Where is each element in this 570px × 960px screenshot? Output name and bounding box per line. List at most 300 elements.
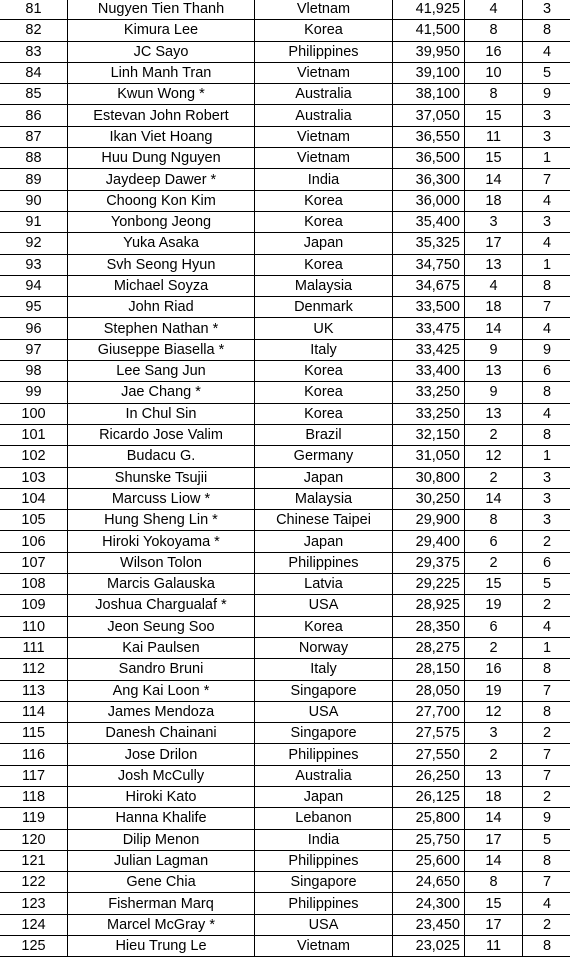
col6-cell[interactable]: 3 xyxy=(523,126,570,147)
points-cell[interactable]: 31,050 xyxy=(393,446,465,467)
col5-cell[interactable]: 14 xyxy=(465,488,523,509)
player-name-cell[interactable]: Kimura Lee xyxy=(68,20,255,41)
country-cell[interactable]: USA xyxy=(255,595,393,616)
points-cell[interactable]: 39,950 xyxy=(393,41,465,62)
country-cell[interactable]: Latvia xyxy=(255,574,393,595)
col5-cell[interactable]: 14 xyxy=(465,169,523,190)
col6-cell[interactable]: 1 xyxy=(523,446,570,467)
col5-cell[interactable]: 19 xyxy=(465,680,523,701)
col6-cell[interactable]: 2 xyxy=(523,914,570,935)
table-row xyxy=(0,275,570,296)
col5-cell[interactable]: 8 xyxy=(465,510,523,531)
country-cell[interactable]: Japan xyxy=(255,467,393,488)
col5-cell[interactable]: 11 xyxy=(465,936,523,957)
col6-cell[interactable]: 4 xyxy=(523,616,570,637)
col6-cell[interactable]: 2 xyxy=(523,531,570,552)
rank-cell[interactable]: 117 xyxy=(0,765,68,786)
player-name-cell[interactable]: Yonbong Jeong xyxy=(68,211,255,232)
player-name-cell[interactable]: Kai Paulsen xyxy=(68,637,255,658)
table-row xyxy=(0,488,570,509)
player-name-cell[interactable]: Hieu Trung Le xyxy=(68,936,255,957)
player-name-cell[interactable]: Jeon Seung Soo xyxy=(68,616,255,637)
points-cell[interactable]: 39,100 xyxy=(393,62,465,83)
col5-cell[interactable]: 8 xyxy=(465,20,523,41)
col5-cell[interactable]: 12 xyxy=(465,446,523,467)
col6-cell[interactable]: 8 xyxy=(523,659,570,680)
country-cell[interactable]: Philippines xyxy=(255,893,393,914)
rank-cell[interactable]: 84 xyxy=(0,62,68,83)
table-row xyxy=(0,424,570,445)
points-cell[interactable]: 28,275 xyxy=(393,637,465,658)
country-cell[interactable]: Korea xyxy=(255,254,393,275)
rank-cell[interactable]: 94 xyxy=(0,275,68,296)
player-name-cell[interactable]: Estevan John Robert xyxy=(68,105,255,126)
col5-cell[interactable]: 13 xyxy=(465,403,523,424)
country-cell[interactable]: Korea xyxy=(255,190,393,211)
col5-cell[interactable]: 15 xyxy=(465,148,523,169)
table-row xyxy=(0,872,570,893)
rank-cell[interactable]: 116 xyxy=(0,744,68,765)
table-row xyxy=(0,190,570,211)
rank-cell[interactable]: 119 xyxy=(0,808,68,829)
col6-cell[interactable]: 1 xyxy=(523,637,570,658)
rank-cell[interactable]: 107 xyxy=(0,552,68,573)
col6-cell[interactable]: 4 xyxy=(523,403,570,424)
country-cell[interactable]: Philippines xyxy=(255,850,393,871)
player-name-cell[interactable]: Joshua Chargualaf * xyxy=(68,595,255,616)
player-name-cell[interactable]: Sandro Bruni xyxy=(68,659,255,680)
col5-cell[interactable]: 4 xyxy=(465,275,523,296)
country-cell[interactable]: Japan xyxy=(255,786,393,807)
col5-cell[interactable]: 13 xyxy=(465,765,523,786)
col5-cell[interactable]: 17 xyxy=(465,914,523,935)
table-row xyxy=(0,446,570,467)
points-cell[interactable]: 33,425 xyxy=(393,339,465,360)
player-name-cell[interactable]: Svh Seong Hyun xyxy=(68,254,255,275)
col5-cell[interactable]: 18 xyxy=(465,786,523,807)
rank-cell[interactable]: 87 xyxy=(0,126,68,147)
rank-cell[interactable]: 120 xyxy=(0,829,68,850)
rank-cell[interactable]: 81 xyxy=(0,0,68,20)
points-cell[interactable]: 24,650 xyxy=(393,872,465,893)
col5-cell[interactable]: 9 xyxy=(465,339,523,360)
table-row xyxy=(0,595,570,616)
col5-cell[interactable]: 10 xyxy=(465,62,523,83)
country-cell[interactable]: Australia xyxy=(255,765,393,786)
country-cell[interactable]: Vletnam xyxy=(255,0,393,20)
country-cell[interactable]: Korea xyxy=(255,382,393,403)
country-cell[interactable]: Philippines xyxy=(255,41,393,62)
table-row xyxy=(0,680,570,701)
player-name-cell[interactable]: Michael Soyza xyxy=(68,275,255,296)
points-cell[interactable]: 23,025 xyxy=(393,936,465,957)
rank-cell[interactable]: 90 xyxy=(0,190,68,211)
col5-cell[interactable]: 8 xyxy=(465,872,523,893)
country-cell[interactable]: Korea xyxy=(255,211,393,232)
rank-cell[interactable]: 102 xyxy=(0,446,68,467)
col5-cell[interactable]: 15 xyxy=(465,893,523,914)
table-row xyxy=(0,936,570,957)
points-cell[interactable]: 26,250 xyxy=(393,765,465,786)
player-name-cell[interactable]: Yuka Asaka xyxy=(68,233,255,254)
player-name-cell[interactable]: Lee Sang Jun xyxy=(68,361,255,382)
points-cell[interactable]: 27,550 xyxy=(393,744,465,765)
country-cell[interactable]: Vietnam xyxy=(255,62,393,83)
rank-cell[interactable]: 106 xyxy=(0,531,68,552)
table-row xyxy=(0,531,570,552)
table-row xyxy=(0,786,570,807)
col5-cell[interactable]: 15 xyxy=(465,574,523,595)
col5-cell[interactable]: 13 xyxy=(465,361,523,382)
country-cell[interactable]: India xyxy=(255,829,393,850)
col6-cell[interactable]: 8 xyxy=(523,382,570,403)
country-cell[interactable]: Australia xyxy=(255,105,393,126)
country-cell[interactable]: UK xyxy=(255,318,393,339)
table-row xyxy=(0,616,570,637)
points-cell[interactable]: 29,375 xyxy=(393,552,465,573)
points-cell[interactable]: 25,600 xyxy=(393,850,465,871)
country-cell[interactable]: Vietnam xyxy=(255,126,393,147)
col6-cell[interactable]: 7 xyxy=(523,744,570,765)
rank-cell[interactable]: 108 xyxy=(0,574,68,595)
col6-cell[interactable]: 8 xyxy=(523,275,570,296)
col6-cell[interactable]: 2 xyxy=(523,786,570,807)
points-cell[interactable]: 35,400 xyxy=(393,211,465,232)
player-name-cell[interactable]: Dilip Menon xyxy=(68,829,255,850)
col5-cell[interactable]: 9 xyxy=(465,382,523,403)
col6-cell[interactable]: 2 xyxy=(523,723,570,744)
col6-cell[interactable]: 8 xyxy=(523,20,570,41)
points-cell[interactable]: 36,000 xyxy=(393,190,465,211)
table-row xyxy=(0,510,570,531)
player-name-cell[interactable]: Huu Dung Nguyen xyxy=(68,148,255,169)
rank-cell[interactable]: 111 xyxy=(0,637,68,658)
col5-cell[interactable]: 6 xyxy=(465,616,523,637)
col6-cell[interactable]: 4 xyxy=(523,190,570,211)
col6-cell[interactable]: 4 xyxy=(523,893,570,914)
points-cell[interactable]: 30,250 xyxy=(393,488,465,509)
points-cell[interactable]: 33,475 xyxy=(393,318,465,339)
table-row xyxy=(0,467,570,488)
table-row xyxy=(0,233,570,254)
col6-cell[interactable]: 1 xyxy=(523,148,570,169)
col5-cell[interactable]: 14 xyxy=(465,808,523,829)
rank-cell[interactable]: 89 xyxy=(0,169,68,190)
col6-cell[interactable]: 4 xyxy=(523,41,570,62)
player-name-cell[interactable]: JC Sayo xyxy=(68,41,255,62)
col5-cell[interactable]: 15 xyxy=(465,105,523,126)
table-row xyxy=(0,659,570,680)
country-cell[interactable]: Italy xyxy=(255,339,393,360)
col5-cell[interactable]: 8 xyxy=(465,84,523,105)
country-cell[interactable]: Chinese Taipei xyxy=(255,510,393,531)
rank-cell[interactable]: 104 xyxy=(0,488,68,509)
points-cell[interactable]: 28,925 xyxy=(393,595,465,616)
rank-cell[interactable]: 88 xyxy=(0,148,68,169)
player-name-cell[interactable]: Kwun Wong * xyxy=(68,84,255,105)
points-cell[interactable]: 25,800 xyxy=(393,808,465,829)
points-cell[interactable]: 36,300 xyxy=(393,169,465,190)
rank-cell[interactable]: 114 xyxy=(0,701,68,722)
points-cell[interactable]: 33,250 xyxy=(393,403,465,424)
rank-cell[interactable]: 92 xyxy=(0,233,68,254)
points-cell[interactable]: 38,100 xyxy=(393,84,465,105)
col6-cell[interactable]: 6 xyxy=(523,361,570,382)
rank-cell[interactable]: 82 xyxy=(0,20,68,41)
points-cell[interactable]: 36,500 xyxy=(393,148,465,169)
rank-cell[interactable]: 122 xyxy=(0,872,68,893)
col5-cell[interactable]: 16 xyxy=(465,41,523,62)
col6-cell[interactable]: 7 xyxy=(523,297,570,318)
country-cell[interactable]: USA xyxy=(255,914,393,935)
col6-cell[interactable]: 7 xyxy=(523,680,570,701)
player-name-cell[interactable]: Nugyen Tien Thanh xyxy=(68,0,255,20)
col6-cell[interactable]: 8 xyxy=(523,701,570,722)
table-row xyxy=(0,403,570,424)
col5-cell[interactable]: 3 xyxy=(465,723,523,744)
country-cell[interactable]: Denmark xyxy=(255,297,393,318)
country-cell[interactable]: Vietnam xyxy=(255,148,393,169)
table-row xyxy=(0,574,570,595)
col5-cell[interactable]: 18 xyxy=(465,297,523,318)
player-name-cell[interactable]: In Chul Sin xyxy=(68,403,255,424)
col5-cell[interactable]: 17 xyxy=(465,233,523,254)
player-name-cell[interactable]: Giuseppe Biasella * xyxy=(68,339,255,360)
player-name-cell[interactable]: Wilson Tolon xyxy=(68,552,255,573)
points-cell[interactable]: 28,350 xyxy=(393,616,465,637)
rank-cell[interactable]: 103 xyxy=(0,467,68,488)
rank-cell[interactable]: 109 xyxy=(0,595,68,616)
rank-cell[interactable]: 95 xyxy=(0,297,68,318)
player-name-cell[interactable]: Marcuss Liow * xyxy=(68,488,255,509)
table-row xyxy=(0,126,570,147)
col5-cell[interactable]: 2 xyxy=(465,744,523,765)
col5-cell[interactable]: 6 xyxy=(465,531,523,552)
rank-cell[interactable]: 91 xyxy=(0,211,68,232)
points-cell[interactable]: 30,800 xyxy=(393,467,465,488)
country-cell[interactable]: Korea xyxy=(255,361,393,382)
country-cell[interactable]: Brazil xyxy=(255,424,393,445)
country-cell[interactable]: Korea xyxy=(255,616,393,637)
col6-cell[interactable]: 3 xyxy=(523,0,570,20)
player-name-cell[interactable]: Gene Chia xyxy=(68,872,255,893)
rank-cell[interactable]: 125 xyxy=(0,936,68,957)
table-row xyxy=(0,552,570,573)
rank-cell[interactable]: 124 xyxy=(0,914,68,935)
rank-cell[interactable]: 113 xyxy=(0,680,68,701)
col6-cell[interactable]: 7 xyxy=(523,765,570,786)
col5-cell[interactable]: 13 xyxy=(465,254,523,275)
points-cell[interactable]: 28,150 xyxy=(393,659,465,680)
col5-cell[interactable]: 11 xyxy=(465,126,523,147)
points-cell[interactable]: 23,450 xyxy=(393,914,465,935)
table-row xyxy=(0,318,570,339)
col6-cell[interactable]: 9 xyxy=(523,808,570,829)
col5-cell[interactable]: 2 xyxy=(465,424,523,445)
points-cell[interactable]: 27,575 xyxy=(393,723,465,744)
col6-cell[interactable]: 3 xyxy=(523,488,570,509)
col6-cell[interactable]: 5 xyxy=(523,829,570,850)
col5-cell[interactable]: 4 xyxy=(465,0,523,20)
table-row xyxy=(0,723,570,744)
country-cell[interactable]: Malaysia xyxy=(255,275,393,296)
col6-cell[interactable]: 2 xyxy=(523,595,570,616)
points-cell[interactable]: 25,750 xyxy=(393,829,465,850)
country-cell[interactable]: Malaysia xyxy=(255,488,393,509)
table-row xyxy=(0,744,570,765)
player-name-cell[interactable]: Shunske Tsujii xyxy=(68,467,255,488)
player-name-cell[interactable]: Hanna Khalife xyxy=(68,808,255,829)
player-name-cell[interactable]: Budacu G. xyxy=(68,446,255,467)
country-cell[interactable]: Italy xyxy=(255,659,393,680)
col6-cell[interactable]: 9 xyxy=(523,84,570,105)
player-name-cell[interactable]: Linh Manh Tran xyxy=(68,62,255,83)
col5-cell[interactable]: 2 xyxy=(465,637,523,658)
player-name-cell[interactable]: Stephen Nathan * xyxy=(68,318,255,339)
rank-cell[interactable]: 118 xyxy=(0,786,68,807)
table-row xyxy=(0,339,570,360)
col5-cell[interactable]: 2 xyxy=(465,467,523,488)
player-name-cell[interactable]: Jose Drilon xyxy=(68,744,255,765)
points-cell[interactable]: 26,125 xyxy=(393,786,465,807)
rank-cell[interactable]: 85 xyxy=(0,84,68,105)
points-cell[interactable]: 36,550 xyxy=(393,126,465,147)
points-cell[interactable]: 37,050 xyxy=(393,105,465,126)
country-cell[interactable]: Korea xyxy=(255,20,393,41)
country-cell[interactable]: Australia xyxy=(255,84,393,105)
points-cell[interactable]: 41,925 xyxy=(393,0,465,20)
points-cell[interactable]: 33,500 xyxy=(393,297,465,318)
rank-cell[interactable]: 115 xyxy=(0,723,68,744)
country-cell[interactable]: Philippines xyxy=(255,552,393,573)
player-name-cell[interactable]: James Mendoza xyxy=(68,701,255,722)
player-name-cell[interactable]: Marcel McGray * xyxy=(68,914,255,935)
points-cell[interactable]: 28,050 xyxy=(393,680,465,701)
col5-cell[interactable]: 14 xyxy=(465,318,523,339)
player-name-cell[interactable]: Ikan Viet Hoang xyxy=(68,126,255,147)
col6-cell[interactable]: 3 xyxy=(523,211,570,232)
col5-cell[interactable]: 17 xyxy=(465,829,523,850)
col5-cell[interactable]: 18 xyxy=(465,190,523,211)
col6-cell[interactable]: 3 xyxy=(523,510,570,531)
player-name-cell[interactable]: Hiroki Kato xyxy=(68,786,255,807)
rank-cell[interactable]: 99 xyxy=(0,382,68,403)
country-cell[interactable]: USA xyxy=(255,701,393,722)
player-name-cell[interactable]: Danesh Chainani xyxy=(68,723,255,744)
player-name-cell[interactable]: John Riad xyxy=(68,297,255,318)
country-cell[interactable]: India xyxy=(255,169,393,190)
country-cell[interactable]: Japan xyxy=(255,531,393,552)
player-name-cell[interactable]: Julian Lagman xyxy=(68,850,255,871)
col6-cell[interactable]: 3 xyxy=(523,105,570,126)
country-cell[interactable]: Lebanon xyxy=(255,808,393,829)
points-cell[interactable]: 33,400 xyxy=(393,361,465,382)
player-name-cell[interactable]: Fisherman Marq xyxy=(68,893,255,914)
table-row xyxy=(0,382,570,403)
points-cell[interactable]: 33,250 xyxy=(393,382,465,403)
country-cell[interactable]: Vietnam xyxy=(255,936,393,957)
points-cell[interactable]: 41,500 xyxy=(393,20,465,41)
player-name-cell[interactable]: Jae Chang * xyxy=(68,382,255,403)
col6-cell[interactable]: 8 xyxy=(523,424,570,445)
col6-cell[interactable]: 4 xyxy=(523,233,570,254)
points-cell[interactable]: 24,300 xyxy=(393,893,465,914)
table-row xyxy=(0,62,570,83)
col6-cell[interactable]: 5 xyxy=(523,62,570,83)
rank-cell[interactable]: 105 xyxy=(0,510,68,531)
table-row xyxy=(0,893,570,914)
rank-cell[interactable]: 93 xyxy=(0,254,68,275)
country-cell[interactable]: Japan xyxy=(255,233,393,254)
player-name-cell[interactable]: Choong Kon Kim xyxy=(68,190,255,211)
points-cell[interactable]: 35,325 xyxy=(393,233,465,254)
country-cell[interactable]: Singapore xyxy=(255,723,393,744)
col5-cell[interactable]: 19 xyxy=(465,595,523,616)
player-name-cell[interactable]: Ang Kai Loon * xyxy=(68,680,255,701)
country-cell[interactable]: Norway xyxy=(255,637,393,658)
col6-cell[interactable]: 8 xyxy=(523,850,570,871)
rank-cell[interactable]: 123 xyxy=(0,893,68,914)
rank-cell[interactable]: 96 xyxy=(0,318,68,339)
col5-cell[interactable]: 3 xyxy=(465,211,523,232)
country-cell[interactable]: Singapore xyxy=(255,872,393,893)
col6-cell[interactable]: 1 xyxy=(523,254,570,275)
col6-cell[interactable]: 4 xyxy=(523,318,570,339)
points-cell[interactable]: 34,675 xyxy=(393,275,465,296)
rank-cell[interactable]: 110 xyxy=(0,616,68,637)
col6-cell[interactable]: 9 xyxy=(523,339,570,360)
country-cell[interactable]: Singapore xyxy=(255,680,393,701)
rank-cell[interactable]: 121 xyxy=(0,850,68,871)
rank-cell[interactable]: 97 xyxy=(0,339,68,360)
country-cell[interactable]: Korea xyxy=(255,403,393,424)
table-row xyxy=(0,84,570,105)
player-name-cell[interactable]: Josh McCully xyxy=(68,765,255,786)
rank-cell[interactable]: 98 xyxy=(0,361,68,382)
country-cell[interactable]: Philippines xyxy=(255,744,393,765)
table-row xyxy=(0,808,570,829)
rank-cell[interactable]: 86 xyxy=(0,105,68,126)
points-cell[interactable]: 29,225 xyxy=(393,574,465,595)
col5-cell[interactable]: 2 xyxy=(465,552,523,573)
rank-cell[interactable]: 100 xyxy=(0,403,68,424)
rank-cell[interactable]: 101 xyxy=(0,424,68,445)
points-cell[interactable]: 34,750 xyxy=(393,254,465,275)
points-cell[interactable]: 27,700 xyxy=(393,701,465,722)
rank-cell[interactable]: 112 xyxy=(0,659,68,680)
rank-cell[interactable]: 83 xyxy=(0,41,68,62)
country-cell[interactable]: Germany xyxy=(255,446,393,467)
col6-cell[interactable]: 7 xyxy=(523,169,570,190)
table-row xyxy=(0,254,570,275)
player-name-cell[interactable]: Ricardo Jose Valim xyxy=(68,424,255,445)
col6-cell[interactable]: 5 xyxy=(523,574,570,595)
points-cell[interactable]: 29,900 xyxy=(393,510,465,531)
points-cell[interactable]: 29,400 xyxy=(393,531,465,552)
col6-cell[interactable]: 8 xyxy=(523,936,570,957)
points-cell[interactable]: 32,150 xyxy=(393,424,465,445)
col6-cell[interactable]: 6 xyxy=(523,552,570,573)
player-name-cell[interactable]: Hung Sheng Lin * xyxy=(68,510,255,531)
col6-cell[interactable]: 7 xyxy=(523,872,570,893)
player-name-cell[interactable]: Jaydeep Dawer * xyxy=(68,169,255,190)
col6-cell[interactable]: 3 xyxy=(523,467,570,488)
col5-cell[interactable]: 12 xyxy=(465,701,523,722)
col5-cell[interactable]: 14 xyxy=(465,850,523,871)
player-name-cell[interactable]: Hiroki Yokoyama * xyxy=(68,531,255,552)
col5-cell[interactable]: 16 xyxy=(465,659,523,680)
player-name-cell[interactable]: Marcis Galauska xyxy=(68,574,255,595)
